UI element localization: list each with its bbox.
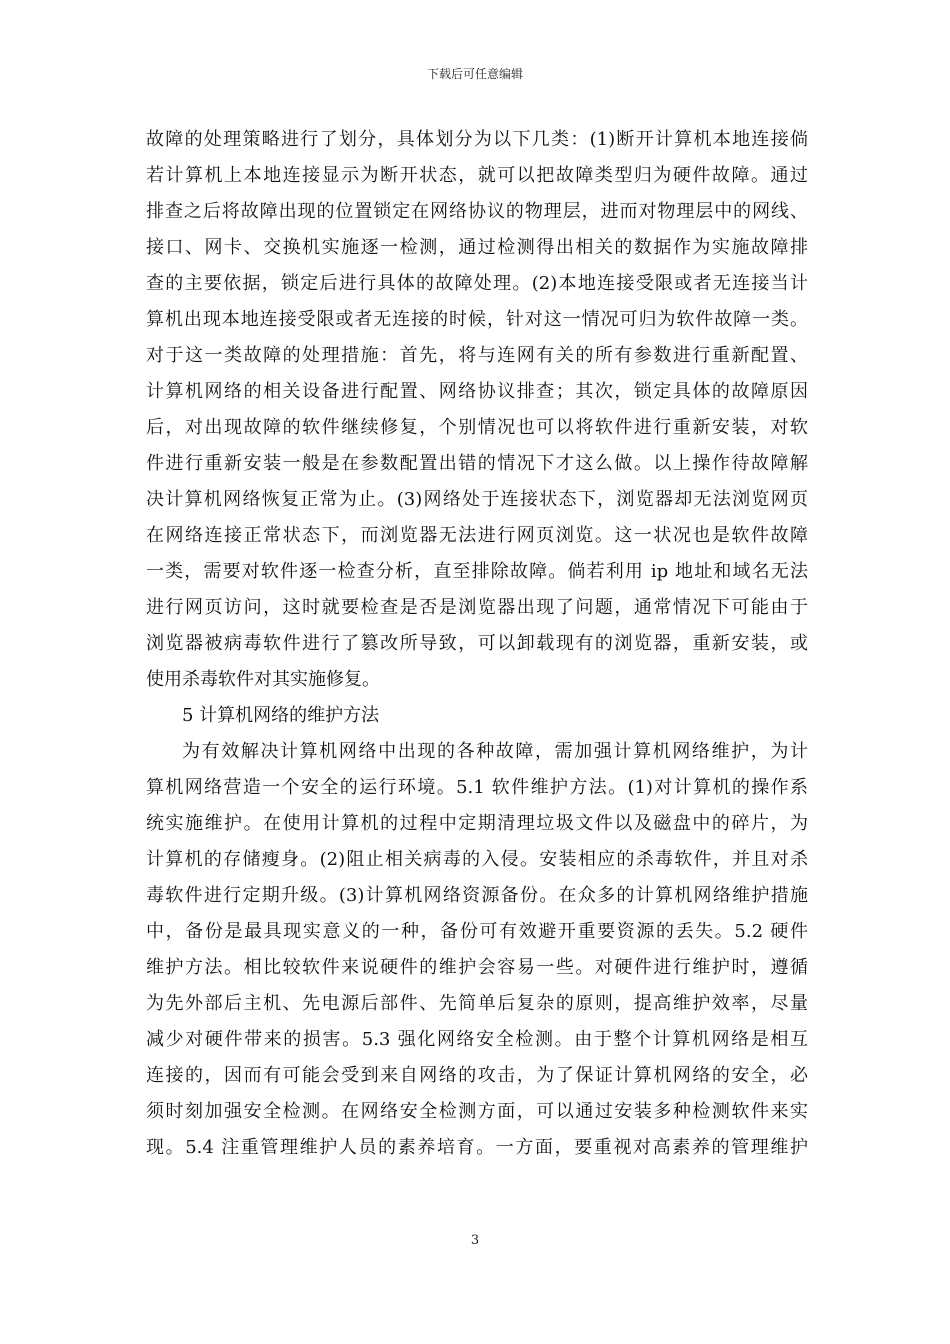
- text-line: 一类，需要对软件逐一检查分析，直至排除故障。倘若利用 ip 地址和域名无法: [146, 561, 808, 582]
- text-line: 中，备份是最具现实意义的一种，备份可有效避开重要资源的丢失。5.2 硬件: [146, 921, 808, 942]
- text-line: 若计算机上本地连接显示为断开状态，就可以把故障类型归为硬件故障。通过: [146, 165, 808, 186]
- text-line: 对于这一类故障的处理措施：首先，将与连网有关的所有参数进行重新配置、: [146, 345, 808, 366]
- text-line: 现。5.4 注重管理维护人员的素养培育。一方面，要重视对高素养的管理维护: [146, 1137, 808, 1158]
- text-line: 件进行重新安装一般是在参数配置出错的情况下才这么做。以上操作待故障解: [146, 453, 808, 474]
- text-line: 连接的，因而有可能会受到来自网络的攻击，为了保证计算机网络的安全，必: [146, 1065, 808, 1086]
- section-heading: 5 计算机网络的维护方法: [182, 705, 380, 726]
- text-line: 减少对硬件带来的损害。5.3 强化网络安全检测。由于整个计算机网络是相互: [146, 1029, 808, 1050]
- text-line: 使用杀毒软件对其实施修复。: [146, 669, 380, 690]
- page-header: 下载后可任意编辑: [426, 67, 523, 81]
- paragraph-maintenance-methods: [146, 734, 808, 1166]
- text-line: 统实施维护。在使用计算机的过程中定期清理垃圾文件以及磁盘中的碎片，为: [146, 813, 808, 834]
- page-number: 3: [470, 1233, 480, 1248]
- text-line: 计算机网络的相关设备进行配置、网络协议排查；其次，锁定具体的故障原因: [146, 381, 808, 402]
- text-line: 进行网页访问，这时就要检查是否是浏览器出现了问题，通常情况下可能由于: [146, 597, 808, 618]
- document-body: [146, 122, 808, 1166]
- text-line: 算机网络营造一个安全的运行环境。5.1 软件维护方法。(1)对计算机的操作系: [146, 777, 808, 798]
- text-line: 接口、网卡、交换机实施逐一检测，通过检测得出相关的数据作为实施故障排: [146, 237, 808, 258]
- paragraph-fault-handling: [146, 122, 808, 698]
- text-line: 浏览器被病毒软件进行了篡改所导致，可以卸载现有的浏览器，重新安装，或: [146, 633, 808, 654]
- text-line: 为有效解决计算机网络中出现的各种故障，需加强计算机网络维护，为计: [182, 741, 808, 762]
- text-line: 计算机的存储瘦身。(2)阻止相关病毒的入侵。安装相应的杀毒软件，并且对杀: [146, 849, 808, 870]
- text-line: 在网络连接正常状态下，而浏览器无法进行网页浏览。这一状况也是软件故障: [146, 525, 808, 546]
- text-line: 查的主要依据，锁定后进行具体的故障处理。(2)本地连接受限或者无连接当计: [146, 273, 808, 294]
- text-line: 排查之后将故障出现的位置锁定在网络协议的物理层，进而对物理层中的网线、: [146, 201, 808, 222]
- text-line: 决计算机网络恢复正常为止。(3)网络处于连接状态下，浏览器却无法浏览网页: [146, 489, 808, 510]
- text-line: 为先外部后主机、先电源后部件、先简单后复杂的原则，提高维护效率，尽量: [146, 993, 808, 1014]
- text-line: 算机出现本地连接受限或者无连接的时候，针对这一情况可归为软件故障一类。: [146, 309, 808, 330]
- text-line: 毒软件进行定期升级。(3)计算机网络资源备份。在众多的计算机网络维护措施: [146, 885, 808, 906]
- text-line: 故障的处理策略进行了划分，具体划分为以下几类：(1)断开计算机本地连接倘: [146, 129, 808, 150]
- text-line: 须时刻加强安全检测。在网络安全检测方面，可以通过安装多种检测软件来实: [146, 1101, 808, 1122]
- text-line: 后，对出现故障的软件继续修复，个别情况也可以将软件进行重新安装，对软: [146, 417, 808, 438]
- text-line: 维护方法。相比较软件来说硬件的维护会容易一些。对硬件进行维护时，遵循: [146, 957, 808, 978]
